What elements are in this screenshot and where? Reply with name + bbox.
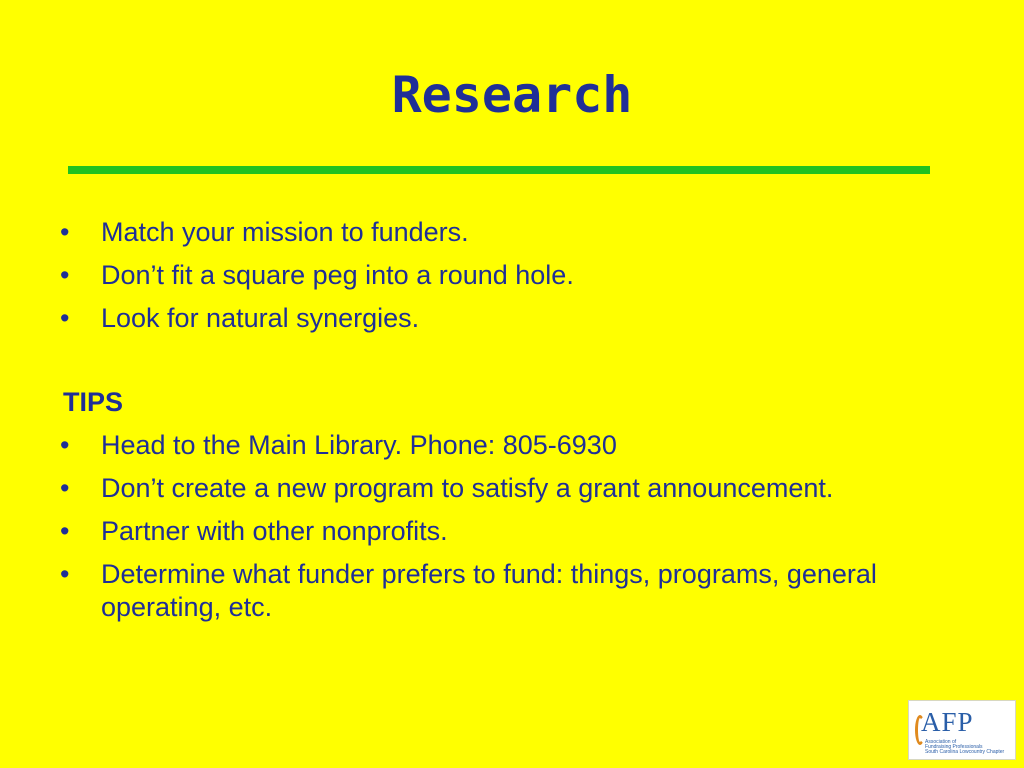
tips-list xyxy=(60,429,960,634)
logo-tagline-1: Association of xyxy=(925,739,957,745)
bullet: • xyxy=(60,516,70,546)
title-divider xyxy=(68,166,930,174)
list-item xyxy=(60,558,960,624)
logo-name: AFP xyxy=(921,707,974,737)
list-item-text: Partner with other nonprofits. xyxy=(101,516,448,546)
list-item-text: Head to the Main Library. Phone: 805-6930 xyxy=(101,430,617,460)
bullet: • xyxy=(60,473,70,503)
list-item-text: Match your mission to funders. xyxy=(101,217,469,247)
list-item-text: Don’t fit a square peg into a round hole. xyxy=(101,260,574,290)
list-item xyxy=(60,472,960,505)
list-item xyxy=(60,259,960,292)
list-item xyxy=(60,216,960,249)
bullet: • xyxy=(60,217,70,247)
bullet: • xyxy=(60,430,70,460)
main-points-list xyxy=(60,216,960,345)
list-item xyxy=(60,429,960,462)
list-item-text: Look for natural synergies. xyxy=(101,303,420,333)
afp-logo xyxy=(908,700,1016,760)
slide-title: Research xyxy=(391,66,633,124)
list-item-text: Determine what funder prefers to fund: things, programs, general operating, etc. xyxy=(101,559,877,622)
logo-tagline-3: South Carolina Lowcountry Chapter xyxy=(925,749,1005,755)
list-item xyxy=(60,302,960,335)
bullet: • xyxy=(60,303,70,333)
bullet: • xyxy=(60,260,70,290)
tips-heading: TIPS xyxy=(63,387,124,417)
list-item xyxy=(60,515,960,548)
logo-tagline-2: Fundraising Professionals xyxy=(925,744,983,750)
bullet: • xyxy=(60,559,70,589)
list-item-text: Don’t create a new program to satisfy a grant announcement. xyxy=(101,473,834,503)
